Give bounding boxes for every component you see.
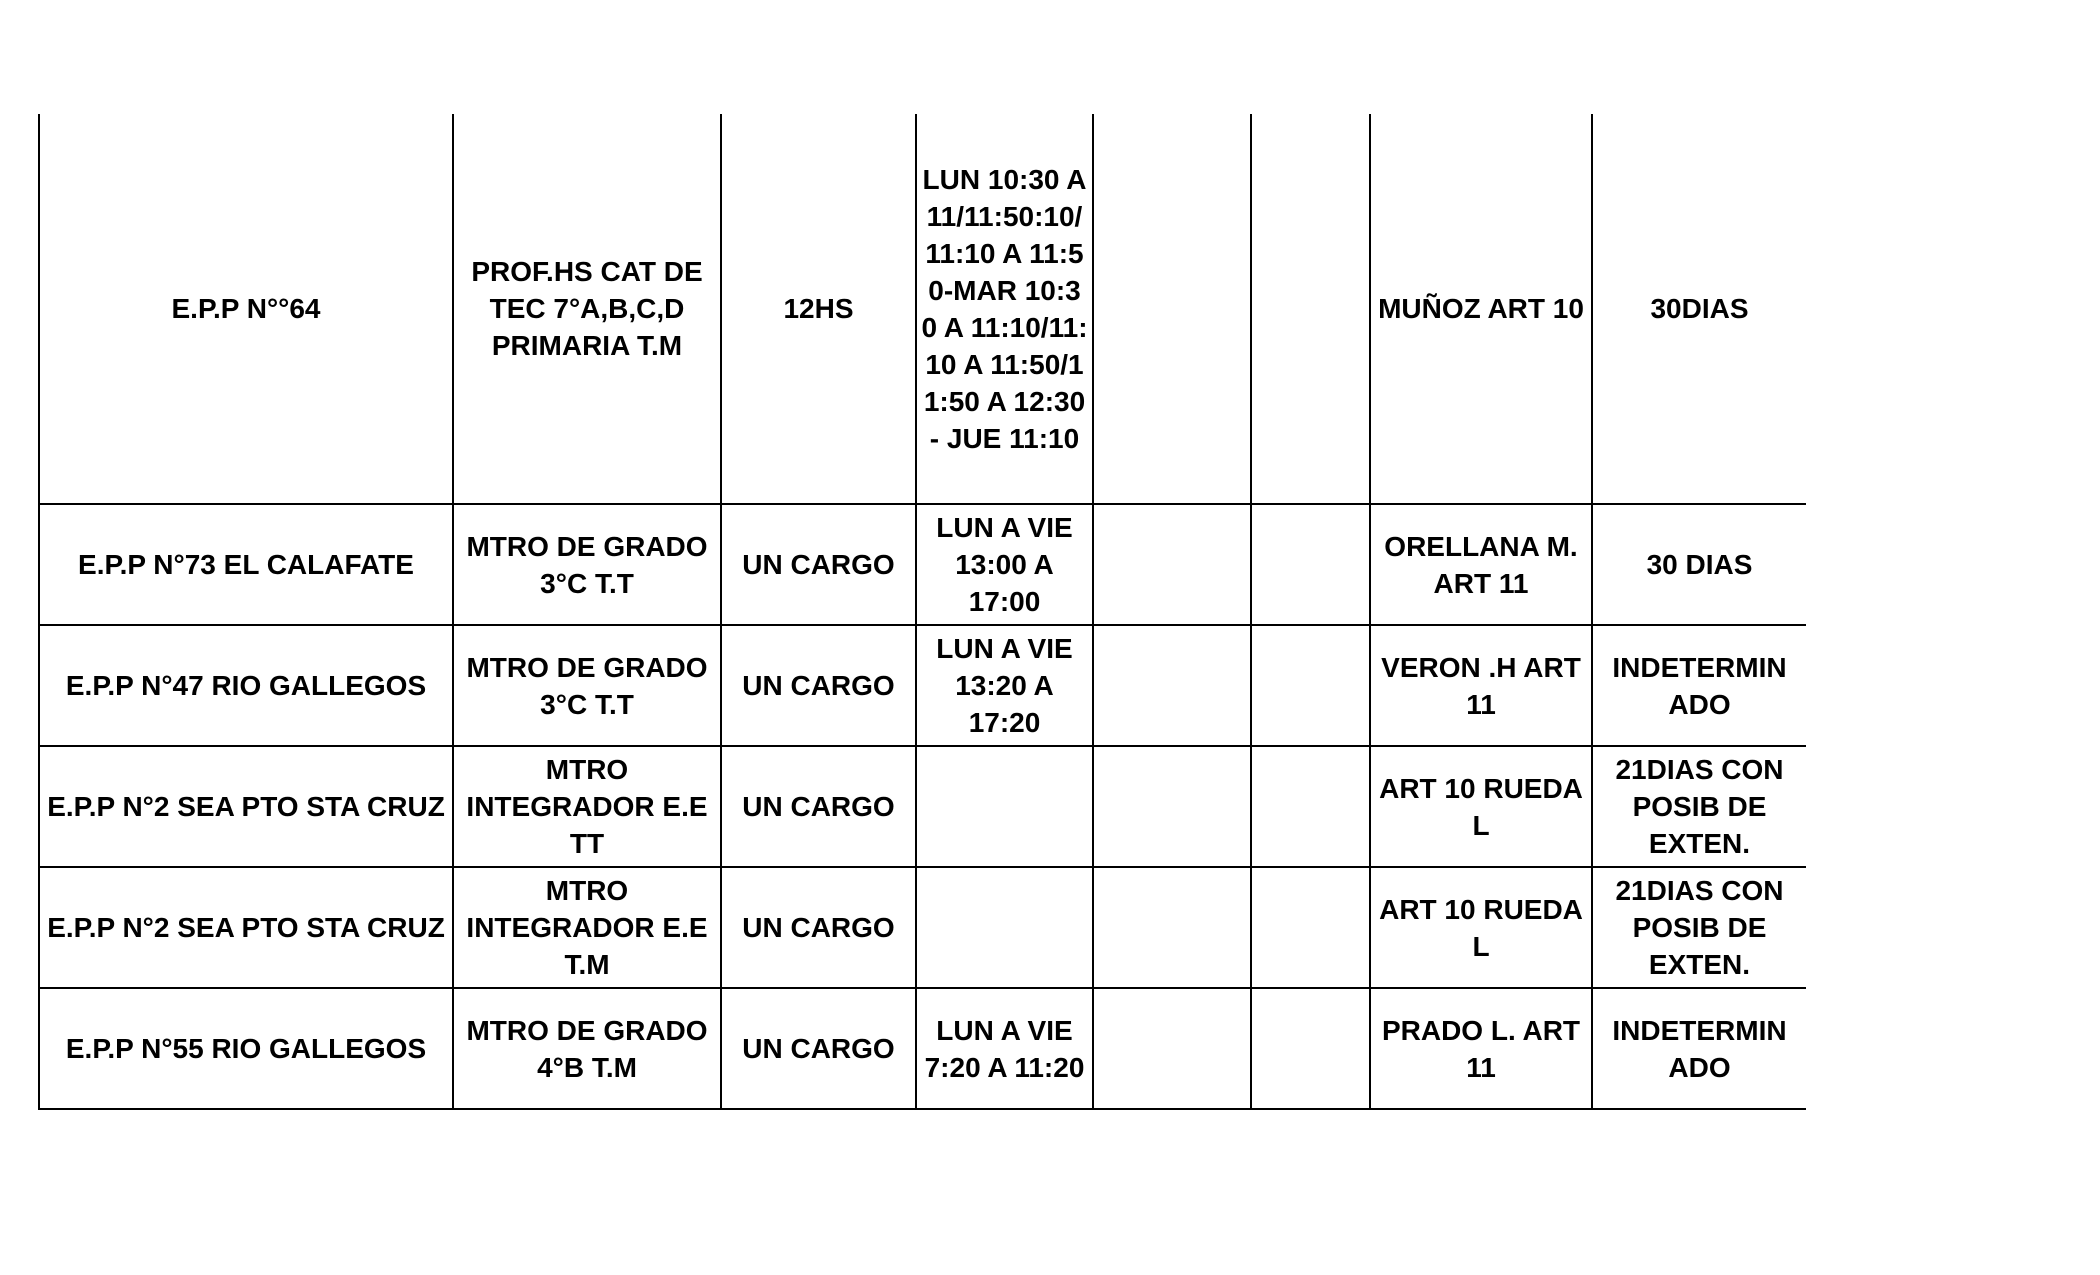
empty-cell: [1093, 988, 1251, 1109]
replacement-cell: ORELLANA M. ART 11: [1370, 504, 1592, 625]
load-cell: UN CARGO: [721, 867, 916, 988]
empty-cell: [1251, 746, 1370, 867]
position-cell: MTRO INTEGRADOR E.E T.M: [453, 867, 721, 988]
replacement-cell: MUÑOZ ART 10: [1370, 114, 1592, 504]
load-cell: UN CARGO: [721, 746, 916, 867]
school-cell: E.P.P N°°64: [39, 114, 453, 504]
load-cell: UN CARGO: [721, 625, 916, 746]
replacement-cell: ART 10 RUEDA L: [1370, 867, 1592, 988]
duration-cell: 21DIAS CON POSIB DE EXTEN.: [1592, 746, 1806, 867]
empty-cell: [1093, 114, 1251, 504]
position-cell: MTRO INTEGRADOR E.E TT: [453, 746, 721, 867]
table-row: [39, 867, 1806, 988]
empty-cell: [1251, 625, 1370, 746]
table-row: [39, 504, 1806, 625]
school-cell: E.P.P N°55 RIO GALLEGOS: [39, 988, 453, 1109]
schedule-cell: [916, 867, 1093, 988]
duration-cell: 30DIAS: [1592, 114, 1806, 504]
table-row: [39, 625, 1806, 746]
duration-cell: INDETERMIN ADO: [1592, 625, 1806, 746]
replacement-cell: PRADO L. ART 11: [1370, 988, 1592, 1109]
empty-cell: [1093, 625, 1251, 746]
empty-cell: [1093, 867, 1251, 988]
empty-cell: [1093, 504, 1251, 625]
replacement-cell: ART 10 RUEDA L: [1370, 746, 1592, 867]
empty-cell: [1093, 746, 1251, 867]
position-cell: PROF.HS CAT DE TEC 7°A,B,C,D PRIMARIA T.M: [453, 114, 721, 504]
empty-cell: [1251, 988, 1370, 1109]
school-cell: E.P.P N°2 SEA PTO STA CRUZ: [39, 746, 453, 867]
schedule-cell: LUN A VIE 7:20 A 11:20: [916, 988, 1093, 1109]
empty-cell: [1251, 867, 1370, 988]
load-cell: UN CARGO: [721, 504, 916, 625]
school-cell: E.P.P N°73 EL CALAFATE: [39, 504, 453, 625]
position-cell: MTRO DE GRADO 3°C T.T: [453, 625, 721, 746]
spreadsheet-page: [38, 114, 1806, 1121]
position-cell: MTRO DE GRADO 4°B T.M: [453, 988, 721, 1109]
duration-cell: INDETERMIN ADO: [1592, 988, 1806, 1109]
table-row: [39, 114, 1806, 504]
schedule-text: LUN 10:30 A 11/11:50:10/ 11:10 A 11:50-MAR 10:30 A 11:10/11:10 A 11:50/11:50 A 12:30- JUE 11:10: [921, 163, 1088, 454]
load-cell: 12HS: [721, 114, 916, 504]
load-cell: UN CARGO: [721, 988, 916, 1109]
table-row: [39, 988, 1806, 1109]
position-cell: MTRO DE GRADO 3°C T.T: [453, 504, 721, 625]
school-cell: E.P.P N°2 SEA PTO STA CRUZ: [39, 867, 453, 988]
schedule-cell: LUN A VIE 13:20 A 17:20: [916, 625, 1093, 746]
schedule-cell: [916, 746, 1093, 867]
empty-cell: [1251, 114, 1370, 504]
duration-cell: 21DIAS CON POSIB DE EXTEN.: [1592, 867, 1806, 988]
schedule-cell: LUN A VIE 13:00 A 17:00: [916, 504, 1093, 625]
empty-cell: [1251, 504, 1370, 625]
replacement-cell: VERON .H ART 11: [1370, 625, 1592, 746]
school-cell: E.P.P N°47 RIO GALLEGOS: [39, 625, 453, 746]
duration-cell: 30 DIAS: [1592, 504, 1806, 625]
vacancies-table: [38, 114, 1806, 1110]
schedule-cell: [916, 114, 1093, 504]
table-row: [39, 746, 1806, 867]
